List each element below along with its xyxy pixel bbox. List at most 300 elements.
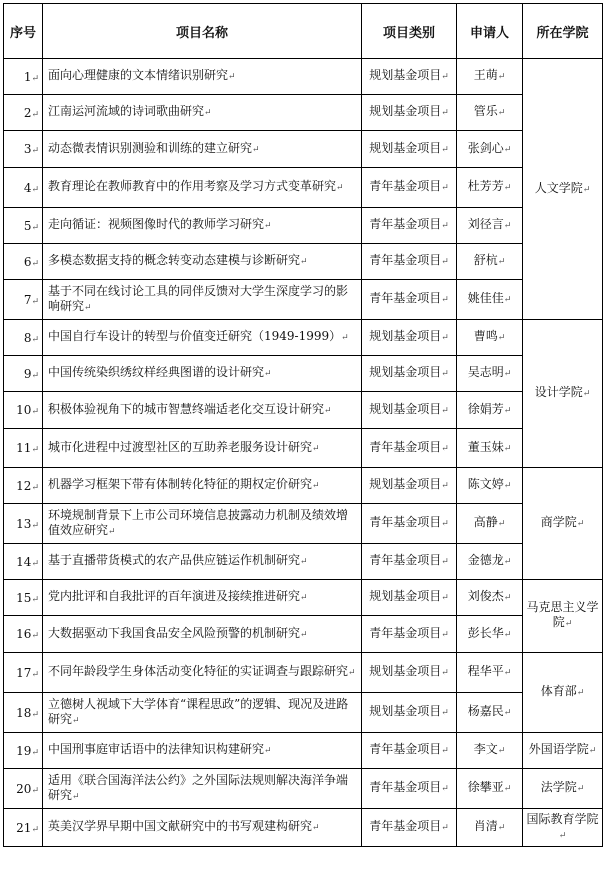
project-name xyxy=(43,131,362,168)
row-number xyxy=(4,429,43,468)
row-number xyxy=(4,733,43,769)
paragraph-mark: ↵ xyxy=(503,668,512,678)
paragraph-mark: ↵ xyxy=(503,369,512,379)
row-number xyxy=(4,208,43,244)
paragraph-mark: ↵ xyxy=(497,823,506,833)
project-name-text: 英美汉学界早期中国文献研究中的书写观建构研究 xyxy=(48,819,313,833)
row-number xyxy=(4,320,43,356)
row-number-text: 10 xyxy=(16,403,32,417)
row-number xyxy=(4,392,43,429)
project-category-text: 青年基金项目 xyxy=(369,553,442,567)
paragraph-mark: ↵ xyxy=(503,629,512,640)
applicant-name-text: 杜芳芳 xyxy=(467,179,504,193)
project-category xyxy=(362,468,457,504)
project-name-text: 走向循证：视频图像时代的教师学习研究 xyxy=(48,217,265,231)
paragraph-mark: ↵ xyxy=(84,302,92,313)
applicant-name xyxy=(457,280,523,320)
row-number-text: 2 xyxy=(23,105,32,120)
paragraph-mark: ↵ xyxy=(348,668,356,678)
paragraph-mark: ↵ xyxy=(503,405,512,416)
paragraph-mark: ↵ xyxy=(441,784,449,794)
project-name xyxy=(43,168,362,208)
paragraph-mark: ↵ xyxy=(441,144,449,155)
applicant-name xyxy=(457,504,523,544)
college-cell xyxy=(523,468,603,580)
project-name xyxy=(43,693,362,733)
row-number-text: 15 xyxy=(16,590,32,605)
project-name-text: 积极体验视角下的城市智慧终端适老化交互设计研究 xyxy=(48,401,325,416)
row-number xyxy=(4,468,43,504)
college-name: 马克思主义学院 xyxy=(526,600,599,629)
paragraph-mark: ↵ xyxy=(588,746,597,756)
row-number xyxy=(4,168,43,208)
college-cell xyxy=(523,809,603,847)
paragraph-mark: ↵ xyxy=(497,257,506,267)
project-name-text: 中国自行车设计的转型与价值变迁研究（1949-1999） xyxy=(48,329,342,343)
table-row xyxy=(4,95,603,131)
header-college: 所在学院 xyxy=(523,4,603,59)
college-cell xyxy=(523,653,603,733)
applicant-name-text: 程华平 xyxy=(467,664,504,678)
project-category xyxy=(362,653,457,693)
table-row xyxy=(4,616,603,653)
project-category-text: 规划基金项目 xyxy=(369,664,442,678)
applicant-name xyxy=(457,733,523,769)
project-category xyxy=(362,244,457,280)
project-category-text: 规划基金项目 xyxy=(369,140,442,155)
paragraph-mark: ↵ xyxy=(31,482,39,493)
applicant-name-text: 管乐 xyxy=(473,104,498,118)
project-category-text: 青年基金项目 xyxy=(369,253,442,267)
project-category-text: 青年基金项目 xyxy=(369,819,442,833)
project-category xyxy=(362,429,457,468)
row-number xyxy=(4,59,43,95)
paragraph-mark: ↵ xyxy=(252,144,260,155)
project-category-text: 青年基金项目 xyxy=(369,217,442,231)
college-cell xyxy=(523,320,603,468)
paragraph-mark: ↵ xyxy=(576,784,585,794)
college-cell xyxy=(523,580,603,653)
paragraph-mark: ↵ xyxy=(31,520,39,531)
paragraph-mark: ↵ xyxy=(441,183,449,193)
applicant-name xyxy=(457,131,523,168)
project-name xyxy=(43,392,362,429)
applicant-name xyxy=(457,544,523,580)
paragraph-mark: ↵ xyxy=(497,72,506,82)
project-name-text: 机器学习框架下带有体制转化特征的期权定价研究 xyxy=(48,477,313,491)
paragraph-mark: ↵ xyxy=(204,108,212,118)
paragraph-mark: ↵ xyxy=(441,333,449,343)
paragraph-mark: ↵ xyxy=(31,146,39,156)
table-row xyxy=(4,320,603,356)
paragraph-mark: ↵ xyxy=(564,619,573,629)
table-row xyxy=(4,392,603,429)
project-category xyxy=(362,693,457,733)
paragraph-mark: ↵ xyxy=(503,221,512,231)
college-name: 人文学院 xyxy=(534,180,583,195)
project-category-text: 规划基金项目 xyxy=(369,704,442,718)
project-name-text: 教育理论在教师教育中的作用考察及学习方式变革研究 xyxy=(48,179,337,193)
paragraph-mark: ↵ xyxy=(503,144,512,155)
paragraph-mark: ↵ xyxy=(31,785,39,796)
project-name-text: 中国刑事庭审话语中的法律知识构建研究 xyxy=(48,742,265,756)
college-name: 外国语学院 xyxy=(528,742,589,756)
college-name: 体育部 xyxy=(540,684,577,698)
paragraph-mark: ↵ xyxy=(300,557,308,567)
project-category-text: 规划基金项目 xyxy=(369,329,442,343)
paragraph-mark: ↵ xyxy=(441,557,449,567)
row-number xyxy=(4,131,43,168)
project-name-text: 立德树人视域下大学体育“课程思政”的逻辑、现况及进路研究 xyxy=(48,696,349,726)
project-name xyxy=(43,504,362,544)
project-category xyxy=(362,544,457,580)
row-number xyxy=(4,244,43,280)
project-name xyxy=(43,59,362,95)
paragraph-mark: ↵ xyxy=(503,557,512,567)
applicant-name xyxy=(457,168,523,208)
project-category xyxy=(362,580,457,616)
paragraph-mark: ↵ xyxy=(31,73,39,84)
table-row xyxy=(4,131,603,168)
row-number xyxy=(4,280,43,320)
project-category-text: 青年基金项目 xyxy=(369,439,442,454)
row-number-text: 7 xyxy=(23,292,32,307)
paragraph-mark: ↵ xyxy=(441,221,449,231)
row-number xyxy=(4,95,43,131)
table-row xyxy=(4,468,603,504)
table-row xyxy=(4,244,603,280)
project-category xyxy=(362,59,457,95)
applicant-name-text: 董玉妹 xyxy=(467,439,504,454)
college-name: 法学院 xyxy=(540,780,577,794)
project-category-text: 规划基金项目 xyxy=(369,104,442,118)
row-number-text: 3 xyxy=(23,142,32,156)
applicant-name xyxy=(457,356,523,392)
college-name: 国际教育学院 xyxy=(526,811,599,826)
project-category xyxy=(362,168,457,208)
row-number-text: 13 xyxy=(16,516,32,531)
row-number-text: 17 xyxy=(16,665,32,680)
project-category xyxy=(362,208,457,244)
project-name-text: 基于直播带货模式的农产品供应链运作机制研究 xyxy=(48,553,301,567)
paragraph-mark: ↵ xyxy=(264,221,272,231)
applicant-name-text: 张剑心 xyxy=(467,140,504,155)
project-category xyxy=(362,95,457,131)
paragraph-mark: ↵ xyxy=(31,222,39,233)
college-name: 商学院 xyxy=(540,515,577,529)
applicant-name-text: 徐娟芳 xyxy=(467,401,504,416)
paragraph-mark: ↵ xyxy=(31,296,39,307)
applicant-name-text: 刘径言 xyxy=(467,217,504,231)
paragraph-mark: ↵ xyxy=(441,593,449,603)
project-category-text: 规划基金项目 xyxy=(369,589,442,603)
project-name xyxy=(43,429,362,468)
row-number-text: 4 xyxy=(23,180,32,195)
table-row xyxy=(4,653,603,693)
row-number xyxy=(4,616,43,653)
row-number-text: 19 xyxy=(16,743,32,758)
applicant-name xyxy=(457,59,523,95)
row-number-text: 8 xyxy=(23,330,32,345)
project-name xyxy=(43,580,362,616)
paragraph-mark: ↵ xyxy=(503,443,512,454)
paragraph-mark: ↵ xyxy=(576,688,585,698)
paragraph-mark: ↵ xyxy=(300,257,308,267)
paragraph-mark: ↵ xyxy=(72,791,80,802)
paragraph-mark: ↵ xyxy=(31,258,39,269)
paragraph-mark: ↵ xyxy=(497,333,506,343)
paragraph-mark: ↵ xyxy=(31,594,39,605)
applicant-name xyxy=(457,244,523,280)
project-category-text: 规划基金项目 xyxy=(369,477,442,491)
paragraph-mark: ↵ xyxy=(31,184,39,195)
row-number-text: 20 xyxy=(16,781,32,796)
project-name xyxy=(43,208,362,244)
paragraph-mark: ↵ xyxy=(31,445,39,455)
row-number xyxy=(4,769,43,809)
project-name-text: 适用《联合国海洋法公约》之外国际法规则解决海洋争端研究 xyxy=(48,772,349,802)
paragraph-mark: ↵ xyxy=(72,715,80,726)
paragraph-mark: ↵ xyxy=(108,526,116,537)
project-category xyxy=(362,320,457,356)
project-category xyxy=(362,733,457,769)
paragraph-mark: ↵ xyxy=(441,295,449,305)
paragraph-mark: ↵ xyxy=(441,72,449,82)
project-name xyxy=(43,769,362,809)
table-row xyxy=(4,504,603,544)
paragraph-mark: ↵ xyxy=(300,593,308,603)
project-name-text: 党内批评和自我批评的百年演进及接续推进研究 xyxy=(48,589,301,603)
paragraph-mark: ↵ xyxy=(31,631,39,641)
project-name xyxy=(43,544,362,580)
paragraph-mark: ↵ xyxy=(441,668,449,678)
paragraph-mark: ↵ xyxy=(441,708,449,718)
paragraph-mark: ↵ xyxy=(312,443,320,454)
row-number xyxy=(4,693,43,733)
paragraph-mark: ↵ xyxy=(503,481,512,491)
paragraph-mark: ↵ xyxy=(441,519,449,529)
project-category-text: 规划基金项目 xyxy=(369,401,442,416)
header-row xyxy=(4,4,603,59)
paragraph-mark: ↵ xyxy=(341,333,349,343)
project-name xyxy=(43,733,362,769)
college-cell xyxy=(523,769,603,809)
row-number-text: 12 xyxy=(16,478,32,493)
paragraph-mark: ↵ xyxy=(503,295,512,305)
paragraph-mark: ↵ xyxy=(31,109,39,120)
paragraph-mark: ↵ xyxy=(312,481,320,491)
row-number-text: 11 xyxy=(16,441,32,455)
paragraph-mark: ↵ xyxy=(497,519,506,529)
applicant-name-text: 王萌 xyxy=(473,68,498,82)
row-number-text: 16 xyxy=(16,627,32,641)
applicant-name xyxy=(457,320,523,356)
project-name-text: 基于不同在线讨论工具的同伴反馈对大学生深度学习的影响研究 xyxy=(48,283,349,313)
table-row xyxy=(4,809,603,847)
row-number-text: 1 xyxy=(23,69,32,84)
applicant-name xyxy=(457,616,523,653)
project-name xyxy=(43,95,362,131)
project-name xyxy=(43,320,362,356)
paragraph-mark: ↵ xyxy=(31,824,39,835)
paragraph-mark: ↵ xyxy=(503,183,512,193)
paragraph-mark: ↵ xyxy=(441,823,449,833)
paragraph-mark: ↵ xyxy=(497,746,506,756)
row-number-text: 6 xyxy=(23,254,32,269)
project-category xyxy=(362,504,457,544)
project-name xyxy=(43,616,362,653)
row-number xyxy=(4,580,43,616)
paragraph-mark: ↵ xyxy=(264,369,272,379)
applicant-name-text: 曹鸣 xyxy=(473,329,498,343)
paragraph-mark: ↵ xyxy=(503,708,512,718)
project-name xyxy=(43,653,362,693)
row-number xyxy=(4,504,43,544)
table-row xyxy=(4,59,603,95)
header-applicant: 申请人 xyxy=(457,4,523,59)
row-number-text: 14 xyxy=(16,554,32,569)
college-cell xyxy=(523,59,603,320)
applicant-name xyxy=(457,769,523,809)
row-number xyxy=(4,356,43,392)
project-name xyxy=(43,468,362,504)
college-name: 设计学院 xyxy=(534,385,583,399)
applicant-name xyxy=(457,653,523,693)
project-category xyxy=(362,769,457,809)
table-row xyxy=(4,580,603,616)
applicant-name-text: 高静 xyxy=(473,515,498,529)
applicant-name-text: 吴志明 xyxy=(467,365,504,379)
applicant-name-text: 刘俊杰 xyxy=(467,589,504,603)
applicant-name-text: 姚佳佳 xyxy=(467,291,504,305)
project-name-text: 中国传统染织绣纹样经典图谱的设计研究 xyxy=(48,365,265,379)
paragraph-mark: ↵ xyxy=(31,558,39,569)
project-category-text: 青年基金项目 xyxy=(369,742,442,756)
paragraph-mark: ↵ xyxy=(582,389,591,399)
project-category xyxy=(362,809,457,847)
paragraph-mark: ↵ xyxy=(497,108,506,118)
project-name-text: 不同年龄段学生身体活动变化特征的实证调查与跟踪研究 xyxy=(48,664,349,678)
project-category xyxy=(362,356,457,392)
paragraph-mark: ↵ xyxy=(324,405,332,416)
project-category xyxy=(362,616,457,653)
project-name xyxy=(43,280,362,320)
paragraph-mark: ↵ xyxy=(503,593,512,603)
paragraph-mark: ↵ xyxy=(31,370,39,381)
paragraph-mark: ↵ xyxy=(31,709,39,720)
project-category xyxy=(362,280,457,320)
applicant-name xyxy=(457,809,523,847)
paragraph-mark: ↵ xyxy=(441,369,449,379)
paragraph-mark: ↵ xyxy=(441,257,449,267)
project-category-text: 青年基金项目 xyxy=(369,179,442,193)
paragraph-mark: ↵ xyxy=(228,72,236,82)
project-table xyxy=(3,3,603,847)
project-name-text: 多模态数据支持的概念转变动态建模与诊断研究 xyxy=(48,253,301,267)
paragraph-mark: ↵ xyxy=(441,746,449,756)
paragraph-mark: ↵ xyxy=(558,830,567,841)
row-number xyxy=(4,544,43,580)
applicant-name-text: 彭长华 xyxy=(467,625,504,640)
table-row xyxy=(4,280,603,320)
project-category-text: 青年基金项目 xyxy=(369,291,442,305)
row-number xyxy=(4,653,43,693)
paragraph-mark: ↵ xyxy=(441,481,449,491)
project-name xyxy=(43,244,362,280)
project-name xyxy=(43,809,362,847)
applicant-name-text: 肖清 xyxy=(473,819,498,833)
applicant-name xyxy=(457,392,523,429)
row-number xyxy=(4,809,43,847)
row-number-text: 18 xyxy=(16,705,32,720)
paragraph-mark: ↵ xyxy=(31,747,39,758)
paragraph-mark: ↵ xyxy=(441,405,449,416)
row-number-text: 5 xyxy=(23,218,32,233)
project-category xyxy=(362,131,457,168)
project-category-text: 青年基金项目 xyxy=(369,625,442,640)
project-category-text: 青年基金项目 xyxy=(369,780,442,794)
header-no: 序号 xyxy=(4,4,43,59)
paragraph-mark: ↵ xyxy=(441,108,449,118)
project-name xyxy=(43,356,362,392)
table-row xyxy=(4,693,603,733)
paragraph-mark: ↵ xyxy=(300,629,308,640)
project-category-text: 规划基金项目 xyxy=(369,68,442,82)
paragraph-mark: ↵ xyxy=(336,183,344,193)
table-row xyxy=(4,544,603,580)
paragraph-mark: ↵ xyxy=(441,443,449,454)
table-row xyxy=(4,356,603,392)
table-row xyxy=(4,429,603,468)
row-number-text: 21 xyxy=(16,820,32,835)
project-category-text: 规划基金项目 xyxy=(369,365,442,379)
project-name-text: 大数据驱动下我国食品安全风险预警的机制研究 xyxy=(48,625,301,640)
applicant-name-text: 徐攀亚 xyxy=(467,780,504,794)
applicant-name xyxy=(457,208,523,244)
project-name-text: 动态微表情识别测验和训练的建立研究 xyxy=(48,140,253,155)
applicant-name-text: 陈文婷 xyxy=(467,477,504,491)
project-category xyxy=(362,392,457,429)
project-category-text: 青年基金项目 xyxy=(369,515,442,529)
applicant-name-text: 杨嘉民 xyxy=(467,704,504,718)
paragraph-mark: ↵ xyxy=(503,784,512,794)
paragraph-mark: ↵ xyxy=(582,184,591,195)
table-row xyxy=(4,208,603,244)
college-cell xyxy=(523,733,603,769)
row-number-text: 9 xyxy=(23,366,32,381)
applicant-name xyxy=(457,693,523,733)
project-name-text: 面向心理健康的文本情绪识别研究 xyxy=(48,68,229,82)
paragraph-mark: ↵ xyxy=(264,746,272,756)
applicant-name xyxy=(457,580,523,616)
table-row xyxy=(4,168,603,208)
applicant-name-text: 李文 xyxy=(473,742,498,756)
applicant-name-text: 舒杭 xyxy=(473,253,498,267)
applicant-name xyxy=(457,429,523,468)
project-name-text: 城市化进程中过渡型社区的互助养老服务设计研究 xyxy=(48,439,313,454)
table-row xyxy=(4,769,603,809)
paragraph-mark: ↵ xyxy=(31,334,39,345)
applicant-name-text: 金德龙 xyxy=(467,553,504,567)
table-row xyxy=(4,733,603,769)
paragraph-mark: ↵ xyxy=(312,823,320,833)
header-name: 项目名称 xyxy=(43,4,362,59)
project-name-text: 江南运河流域的诗词歌曲研究 xyxy=(48,104,205,118)
project-name-text: 环境规制背景下上市公司环境信息披露动力机制及绩效增值效应研究 xyxy=(48,507,349,537)
paragraph-mark: ↵ xyxy=(441,629,449,640)
paragraph-mark: ↵ xyxy=(31,407,39,417)
applicant-name xyxy=(457,95,523,131)
